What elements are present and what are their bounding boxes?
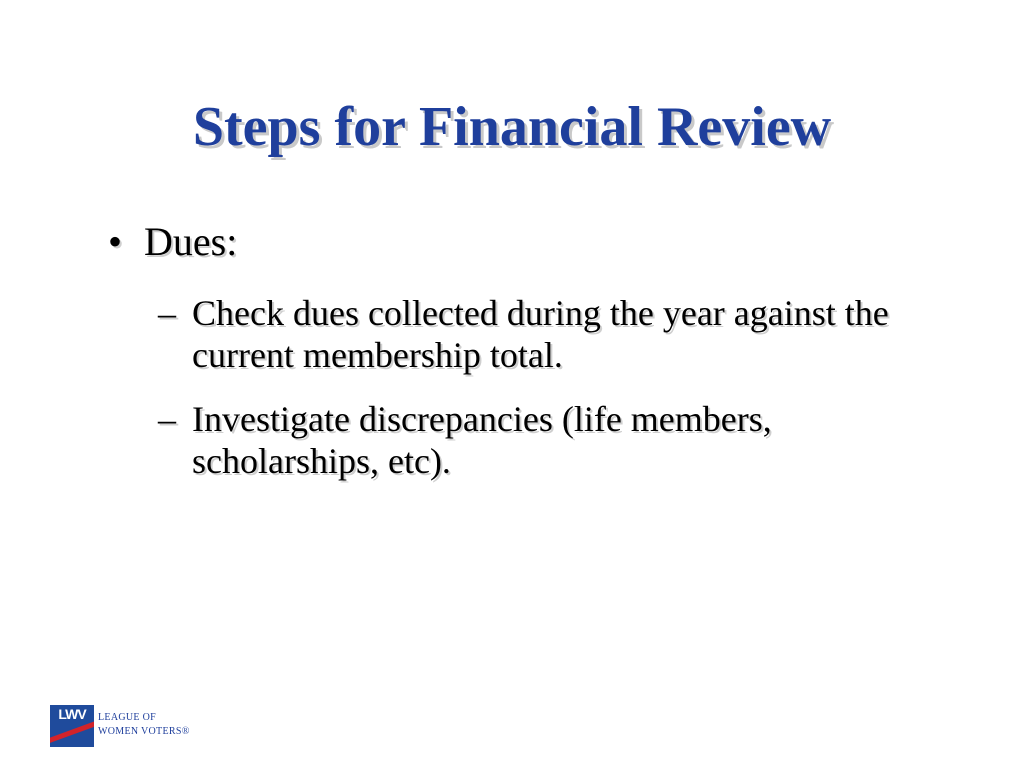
sub-bullet-text: Investigate discrepancies (life members, scholarships, etc).: [192, 399, 772, 481]
bullet-text: Dues:: [144, 219, 238, 264]
sub-bullet-list: [158, 292, 920, 482]
logo-line-1: LEAGUE OF: [98, 712, 156, 723]
league-of-women-voters-logo: [50, 705, 190, 749]
sub-bullet-item-investigate: [158, 398, 920, 482]
logo-wordmark: [98, 711, 190, 739]
bullet-item-dues: [100, 216, 920, 482]
lwv-logo-icon: [50, 705, 94, 747]
logo-line-2: WOMEN VOTERS®: [98, 726, 190, 737]
logo-mark-letters: LWV: [58, 706, 86, 722]
sub-bullet-marker: –: [158, 293, 176, 333]
sub-bullet-marker: –: [158, 399, 176, 439]
sub-bullet-text: Check dues collected during the year against the current membership total.: [192, 293, 889, 375]
sub-bullet-item-check-dues: [158, 292, 920, 376]
logo-stripe: [50, 719, 94, 744]
bullet-marker: •: [108, 219, 123, 264]
slide-title: Steps for Financial Review: [192, 96, 832, 158]
bullet-list: [100, 216, 920, 504]
